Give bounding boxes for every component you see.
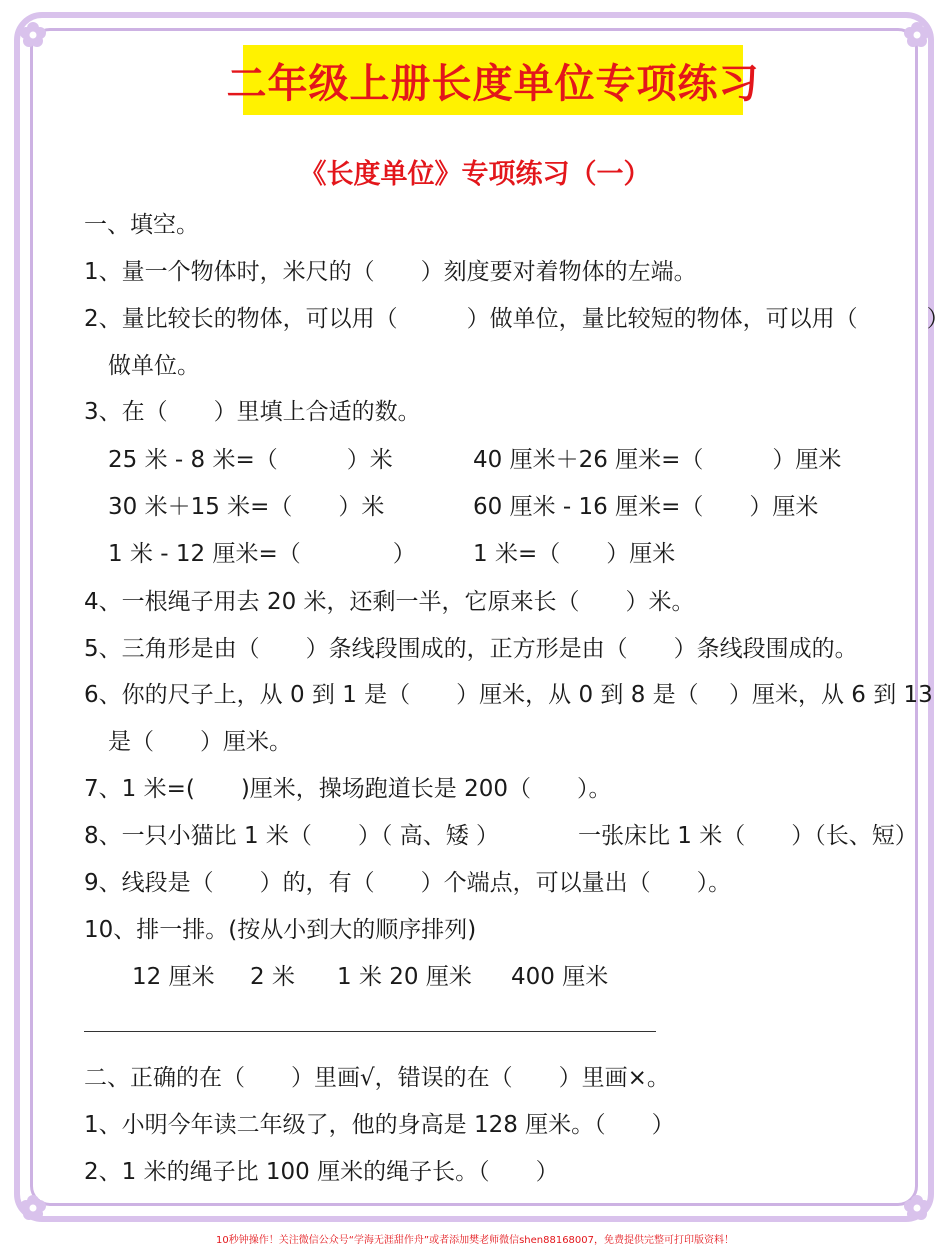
q10-item: 12 厘米 (132, 964, 215, 990)
answer-line (84, 1031, 656, 1032)
question-10: 10、排一排。(按从小到大的顺序排列) (84, 917, 477, 943)
question-4: 4、一根绳子用去 20 米，还剩一半，它原来长（ ）米。 (84, 589, 695, 615)
decorative-inner-frame (30, 28, 918, 1206)
q3-item: 25 米 - 8 米=（ ）米 (108, 447, 393, 473)
question-6-line2: 是（ ）厘米。 (108, 729, 292, 755)
question-3: 3、在（ ）里填上合适的数。 (84, 399, 421, 425)
section1-heading: 一、填空。 (84, 212, 199, 238)
section2-heading: 二、正确的在（ ）里画√，错误的在（ ）里画×。 (84, 1065, 670, 1091)
judgement-1: 1、小明今年读二年级了，他的身高是 128 厘米。（ ） (84, 1112, 675, 1138)
footer-note: 10秒钟操作！关注微信公众号“学海无涯甜作舟”或者添加樊老师微信shen88168007，免费提供完整可打印版资料！ (215, 1235, 735, 1246)
flower-icon (902, 20, 932, 50)
question-8-right: 一张床比 1 米（ ）（长、短） (578, 823, 918, 849)
q10-item: 400 厘米 (511, 964, 609, 990)
q3-item: 1 米=（ ）厘米 (473, 541, 676, 567)
question-2-line1: 2、量比较长的物体，可以用（ ）做单位，量比较短的物体，可以用（ ） (84, 306, 950, 332)
flower-icon (18, 20, 48, 50)
question-5: 5、三角形是由（ ）条线段围成的，正方形是由（ ）条线段围成的。 (84, 636, 858, 662)
question-9: 9、线段是（ ）的，有（ ）个端点，可以量出（ ）。 (84, 870, 732, 896)
q3-item: 30 米＋15 米=（ ）米 (108, 494, 385, 520)
question-7: 7、1 米=( )厘米，操场跑道长是 200（ ）。 (84, 776, 612, 802)
subtitle: 《长度单位》专项练习（一） (299, 159, 651, 190)
question-6-line1: 6、你的尺子上，从 0 到 1 是（ ）厘米，从 0 到 8 是（ ）厘米，从 6 到 13 (84, 682, 933, 708)
flower-icon (18, 1193, 48, 1223)
question-1: 1、量一个物体时，米尺的（ ）刻度要对着物体的左端。 (84, 259, 697, 285)
question-8-left: 8、一只小猫比 1 米（ ）（ 高、矮 ） (84, 823, 500, 849)
title-banner (226, 45, 760, 115)
q10-item: 1 米 20 厘米 (337, 964, 472, 990)
q3-item: 60 厘米 - 16 厘米=（ ）厘米 (473, 494, 819, 520)
q3-item: 40 厘米＋26 厘米=（ ）厘米 (473, 447, 842, 473)
flower-icon (902, 1193, 932, 1223)
judgement-2: 2、1 米的绳子比 100 厘米的绳子长。（ ） (84, 1159, 559, 1185)
q3-item: 1 米 - 12 厘米=（ ） (108, 541, 416, 567)
q10-item: 2 米 (250, 964, 295, 990)
question-2-line2: 做单位。 (108, 353, 200, 379)
page-title: 二年级上册长度单位专项练习 (226, 60, 760, 107)
